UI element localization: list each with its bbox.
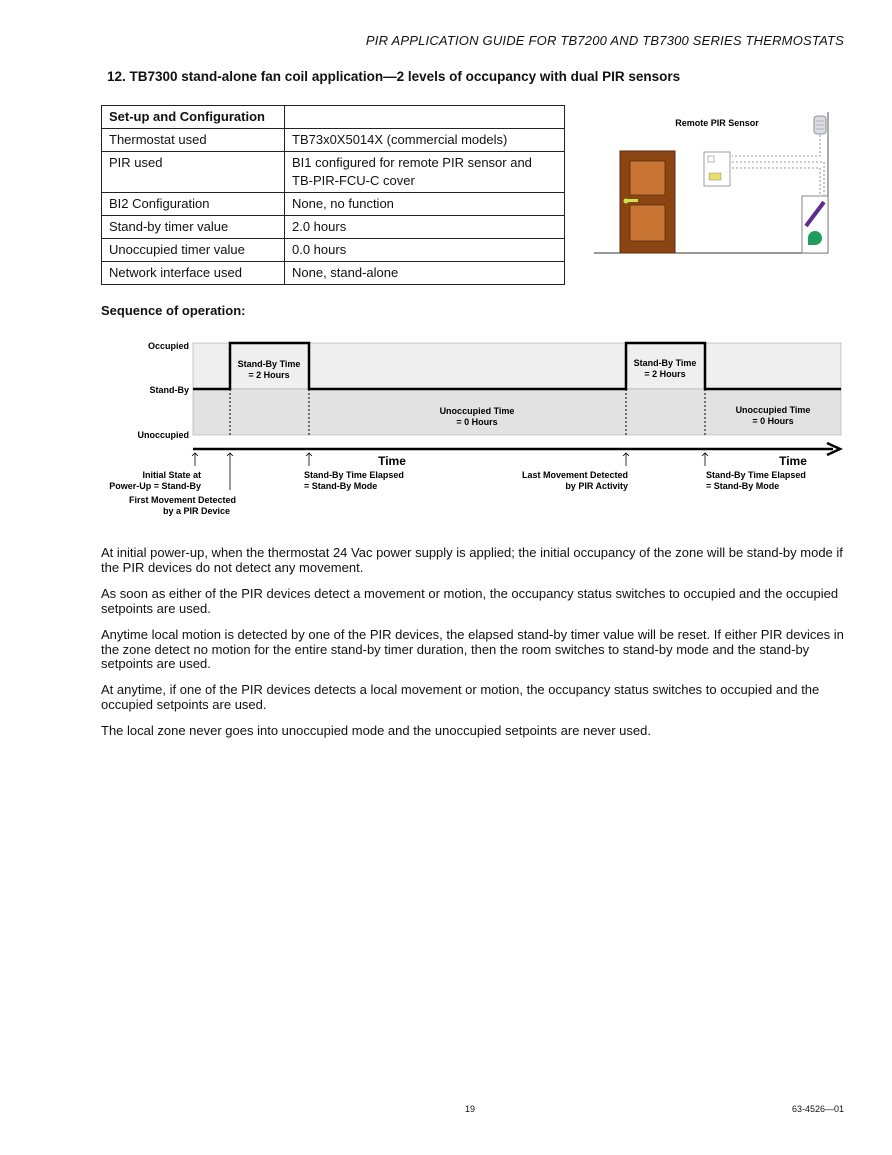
level-label-unoccupied: Unoccupied	[137, 430, 189, 440]
table-row	[102, 193, 565, 216]
event-label-last-movement: Last Movement Detected	[521, 470, 628, 480]
table-row	[102, 216, 565, 239]
time-axis-label: Time	[378, 454, 406, 468]
unoccupied-time-label: Unoccupied Time	[439, 406, 515, 416]
level-label-occupied: Occupied	[147, 341, 189, 351]
event-label-elapsed: Stand-By Time Elapsed	[304, 470, 404, 480]
table-cell-line: BI1 configured for remote PIR sensor and	[292, 155, 532, 170]
page-number: 19	[465, 1104, 476, 1114]
table-header-cell: Set-up and Configuration	[102, 106, 285, 129]
standby-time-label: Stand-By Time	[633, 358, 697, 368]
table-row	[102, 239, 565, 262]
level-label-standby: Stand-By	[149, 385, 189, 395]
table-cell-value: None, stand-alone	[285, 262, 565, 285]
standby-time-value: = 2 Hours	[248, 370, 290, 380]
thermostat-icon	[704, 152, 730, 186]
table-cell-value: TB73x0X5014X (commercial models)	[285, 129, 565, 152]
section-title: 12. TB7300 stand-alone fan coil application—2 levels of occupancy with dual PIR sensors	[107, 69, 681, 84]
unoccupied-time-label: Unoccupied Time	[735, 405, 811, 415]
running-header: PIR APPLICATION GUIDE FOR TB7200 AND TB7300 SERIES THERMOSTATS	[365, 33, 844, 48]
standby-time-value: = 2 Hours	[644, 369, 686, 379]
table-cell-label: Unoccupied timer value	[102, 239, 285, 262]
table-cell-value: 0.0 hours	[285, 239, 565, 262]
table-cell-value	[285, 152, 565, 193]
table-row	[102, 152, 565, 193]
time-axis-label: Time	[779, 454, 807, 468]
table-cell-label: Network interface used	[102, 262, 285, 285]
event-label-last-movement: by PIR Activity	[565, 481, 628, 491]
table-row	[102, 262, 565, 285]
body-paragraph: At initial power-up, when the thermostat 24 Vac power supply is applied; the initial occupancy of the zone will be stand-by mode if the PIR devices do not detect any movement.	[101, 545, 843, 575]
unoccupied-time-value: = 0 Hours	[456, 417, 498, 427]
door-icon	[620, 151, 675, 253]
unoccupied-time-value: = 0 Hours	[752, 416, 794, 426]
event-label-elapsed: = Stand-By Mode	[304, 481, 378, 491]
table-cell-value: None, no function	[285, 193, 565, 216]
table-header-row	[102, 106, 565, 129]
event-label-first-movement: First Movement Detected	[128, 495, 236, 505]
document-number: 63-4526—01	[791, 1104, 844, 1114]
occupancy-timing-diagram	[95, 336, 850, 526]
fan-coil-unit-icon	[802, 196, 828, 253]
table-cell-label: Thermostat used	[102, 129, 285, 152]
remote-pir-sensor-label: Remote PIR Sensor	[675, 118, 759, 128]
body-paragraph: As soon as either of the PIR devices detect a movement or motion, the occupancy status switches to occupied and the occupied setpoints are used.	[101, 586, 839, 616]
table-cell-label: Stand-by timer value	[102, 216, 285, 239]
event-label-first-movement: by a PIR Device	[162, 506, 230, 516]
table-cell-label: PIR used	[102, 152, 285, 193]
event-arrows	[192, 453, 708, 490]
table-cell-value: 2.0 hours	[285, 216, 565, 239]
table-row	[102, 129, 565, 152]
body-paragraph: At anytime, if one of the PIR devices detects a local movement or motion, the occupancy status switches to occupied and the occupied setpoints are used.	[101, 682, 820, 712]
standby-time-label: Stand-By Time	[237, 359, 301, 369]
event-label-initial: Power-Up = Stand-By	[109, 481, 201, 491]
event-label-initial: Initial State at	[142, 470, 201, 480]
event-label-elapsed: Stand-By Time Elapsed	[706, 470, 806, 480]
room-illustration	[592, 110, 838, 258]
table-header-cell	[285, 106, 565, 129]
table-cell-line: TB-PIR-FCU-C cover	[292, 173, 415, 188]
body-paragraph: Anytime local motion is detected by one of the PIR devices, the elapsed stand-by timer value will be reset. If either PIR devices in the zone detect no motion for the entire stand-by timer duration, then the room switches to stand-by mode and the stand-by setpoints are used.	[101, 627, 844, 671]
body-paragraph: The local zone never goes into unoccupied mode and the unoccupied setpoints are never used.	[101, 723, 651, 738]
configuration-table	[101, 105, 565, 285]
pir-sensor-icon	[814, 116, 826, 134]
table-cell-label: BI2 Configuration	[102, 193, 285, 216]
sequence-title: Sequence of operation:	[101, 303, 246, 318]
event-label-elapsed: = Stand-By Mode	[706, 481, 780, 491]
